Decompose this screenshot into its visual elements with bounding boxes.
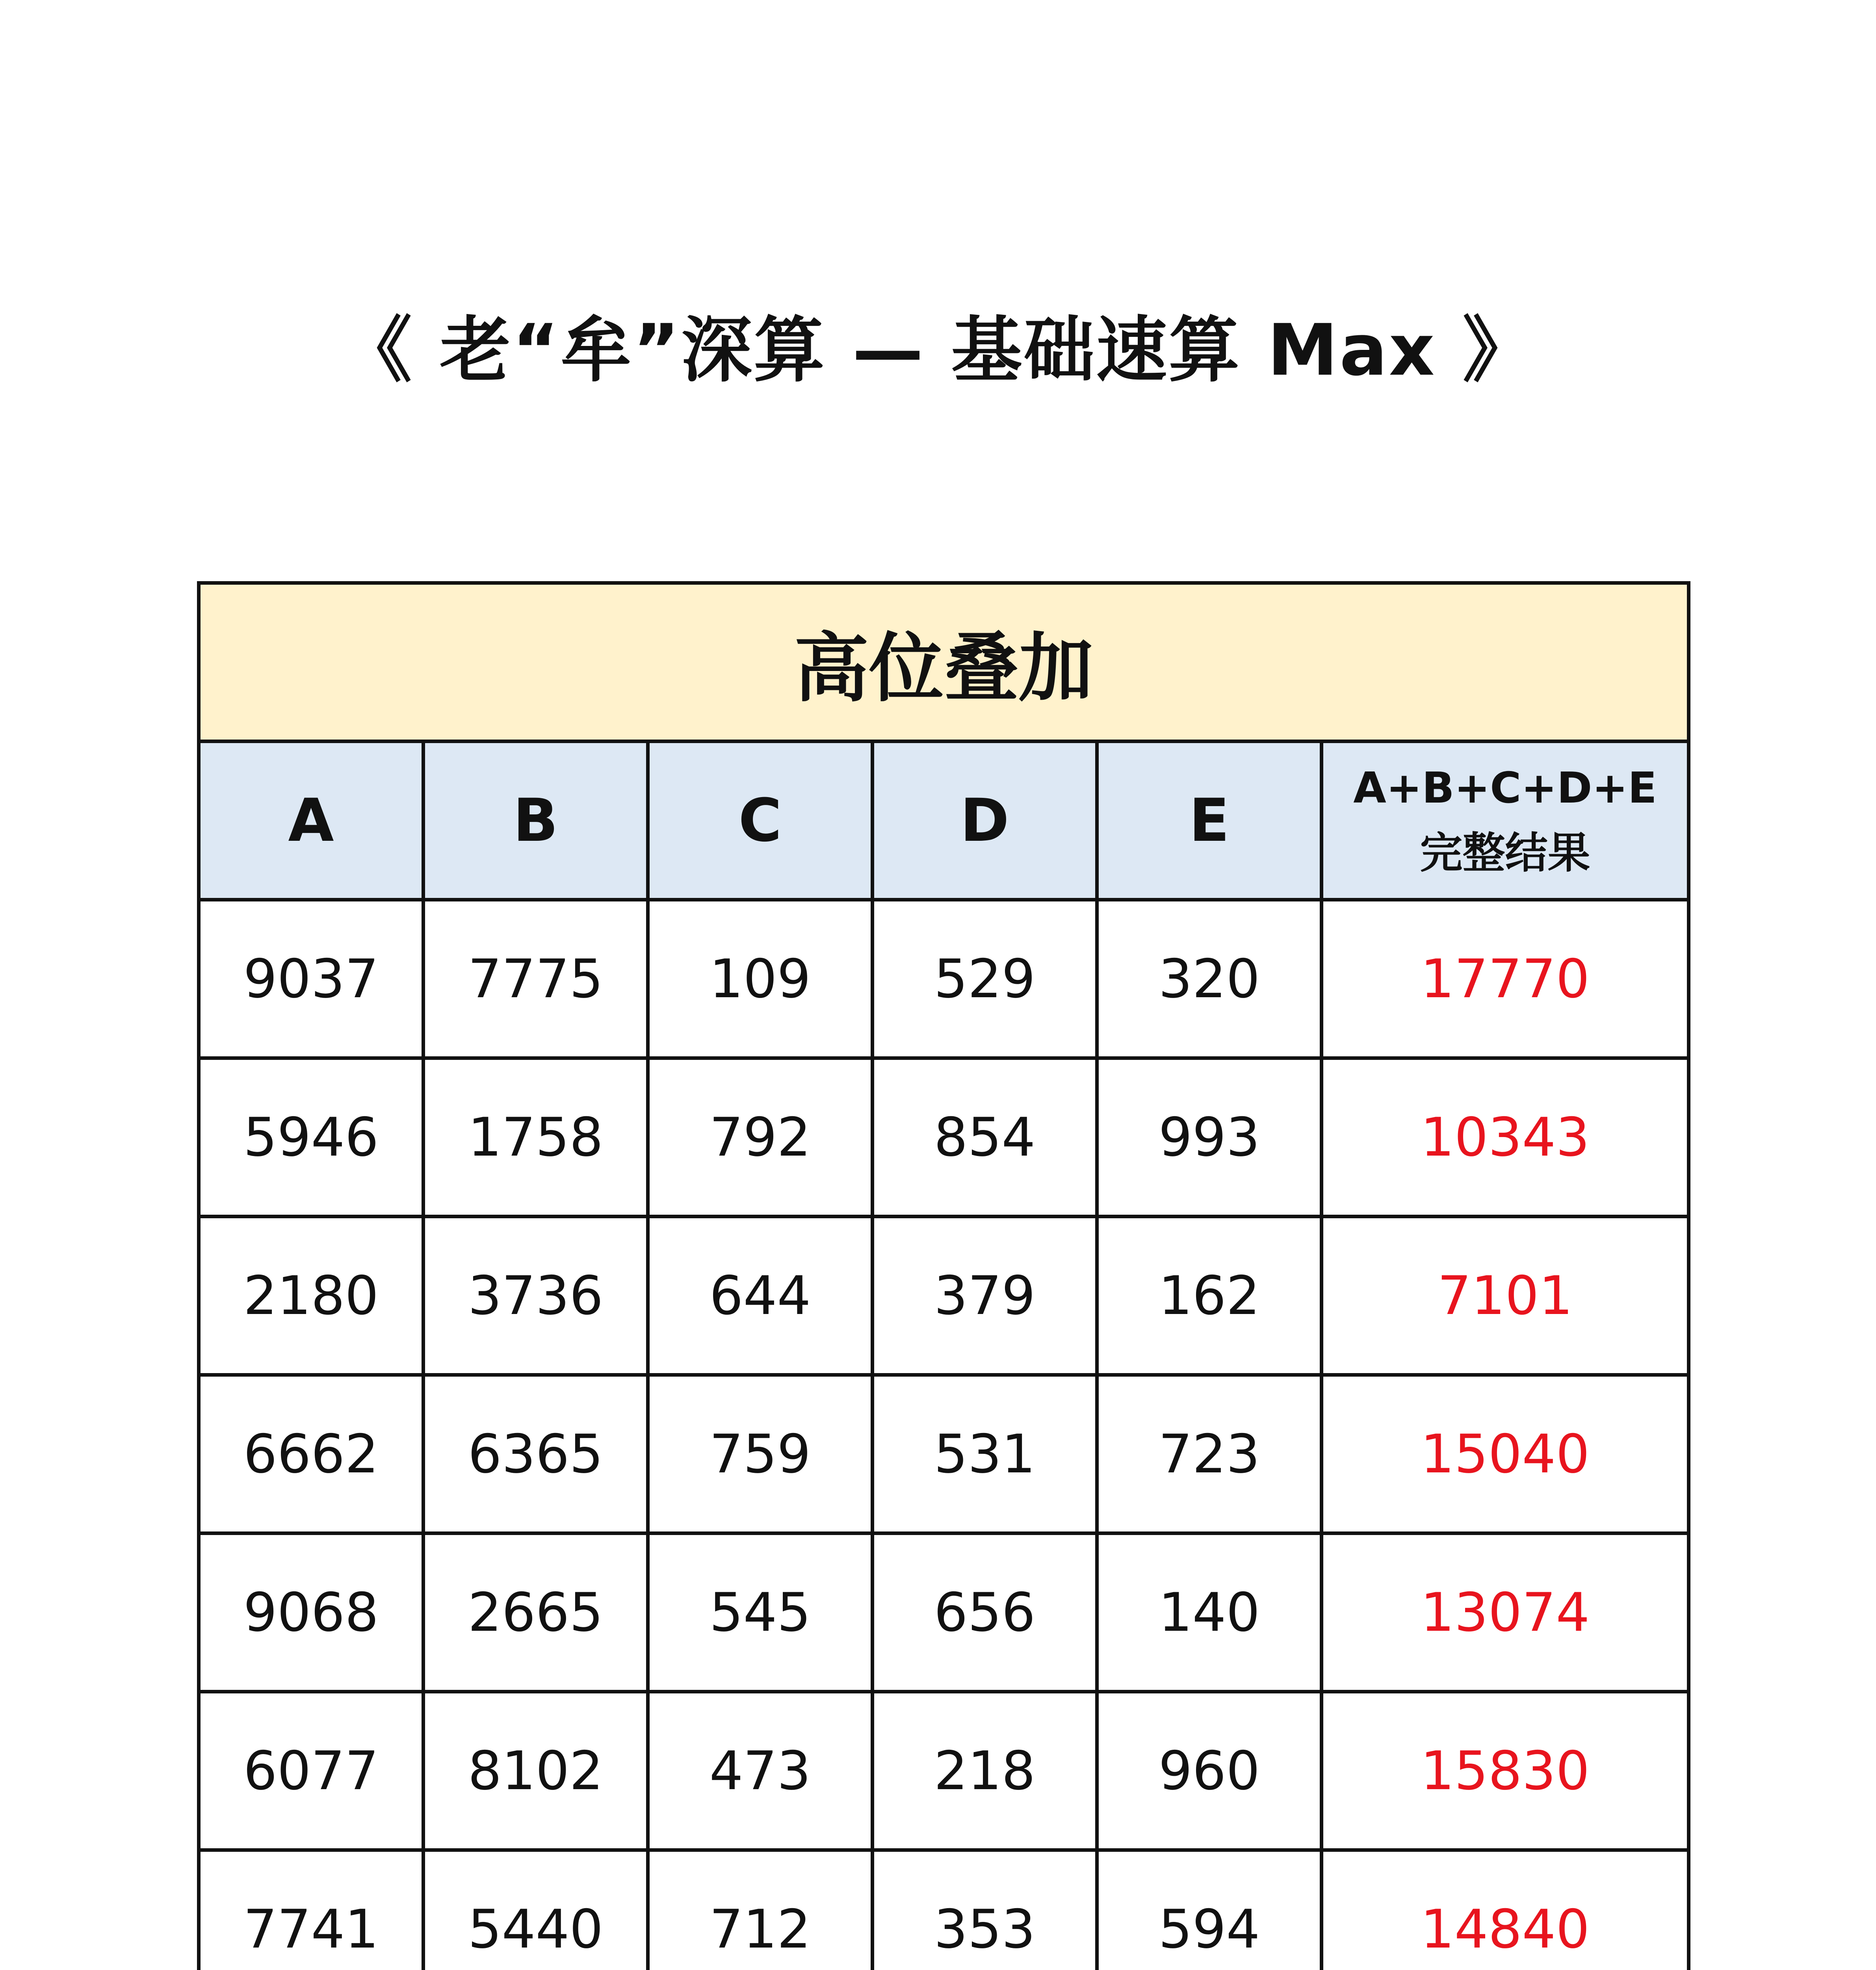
- cell-a: 2180: [199, 1217, 423, 1375]
- cell-result: 7101: [1322, 1217, 1689, 1375]
- cell-d: 854: [873, 1058, 1097, 1217]
- cell-b: 5440: [423, 1850, 648, 1970]
- cell-d: 379: [873, 1217, 1097, 1375]
- column-header-result: [1322, 742, 1689, 900]
- cell-b: 3736: [423, 1217, 648, 1375]
- table-row: [199, 1850, 1689, 1970]
- cell-e: 320: [1097, 900, 1322, 1058]
- cell-c: 473: [648, 1692, 873, 1850]
- cell-e: 960: [1097, 1692, 1322, 1850]
- cell-a: 9068: [199, 1533, 423, 1692]
- cell-d: 353: [873, 1850, 1097, 1970]
- cell-a: 6662: [199, 1375, 423, 1533]
- cell-d: 218: [873, 1692, 1097, 1850]
- cell-c: 792: [648, 1058, 873, 1217]
- column-header-c: C: [648, 742, 873, 900]
- table-row: [199, 1058, 1689, 1217]
- cell-b: 7775: [423, 900, 648, 1058]
- page-title: 《 老“牟”深算 — 基础速算 Max 》: [341, 309, 1535, 392]
- table-row: [199, 1217, 1689, 1375]
- cell-c: 712: [648, 1850, 873, 1970]
- cell-e: 594: [1097, 1850, 1322, 1970]
- table-row: [199, 1692, 1689, 1850]
- result-header-label: 完整结果: [1420, 828, 1590, 878]
- worksheet-table: [197, 581, 1690, 1970]
- cell-c: 545: [648, 1533, 873, 1692]
- column-header-d: D: [873, 742, 1097, 900]
- result-header-formula: A+B+C+D+E: [1353, 763, 1657, 813]
- column-header-row: [199, 742, 1689, 900]
- cell-c: 644: [648, 1217, 873, 1375]
- cell-a: 7741: [199, 1850, 423, 1970]
- cell-d: 531: [873, 1375, 1097, 1533]
- cell-result: 13074: [1322, 1533, 1689, 1692]
- cell-b: 1758: [423, 1058, 648, 1217]
- cell-result: 17770: [1322, 900, 1689, 1058]
- cell-b: 6365: [423, 1375, 648, 1533]
- cell-c: 109: [648, 900, 873, 1058]
- cell-a: 9037: [199, 900, 423, 1058]
- section-header-row: [199, 583, 1689, 742]
- table-row: [199, 1375, 1689, 1533]
- cell-result: 15040: [1322, 1375, 1689, 1533]
- cell-result: 15830: [1322, 1692, 1689, 1850]
- cell-d: 529: [873, 900, 1097, 1058]
- column-header-a: A: [199, 742, 423, 900]
- column-header-e: E: [1097, 742, 1322, 900]
- cell-e: 993: [1097, 1058, 1322, 1217]
- column-header-b: B: [423, 742, 648, 900]
- section-title: 高位叠加: [199, 583, 1689, 742]
- cell-e: 723: [1097, 1375, 1322, 1533]
- cell-b: 8102: [423, 1692, 648, 1850]
- cell-e: 162: [1097, 1217, 1322, 1375]
- cell-c: 759: [648, 1375, 873, 1533]
- cell-result: 14840: [1322, 1850, 1689, 1970]
- cell-e: 140: [1097, 1533, 1322, 1692]
- cell-a: 6077: [199, 1692, 423, 1850]
- table-row: [199, 1533, 1689, 1692]
- cell-b: 2665: [423, 1533, 648, 1692]
- cell-result: 10343: [1322, 1058, 1689, 1217]
- table-row: [199, 900, 1689, 1058]
- cell-a: 5946: [199, 1058, 423, 1217]
- cell-d: 656: [873, 1533, 1097, 1692]
